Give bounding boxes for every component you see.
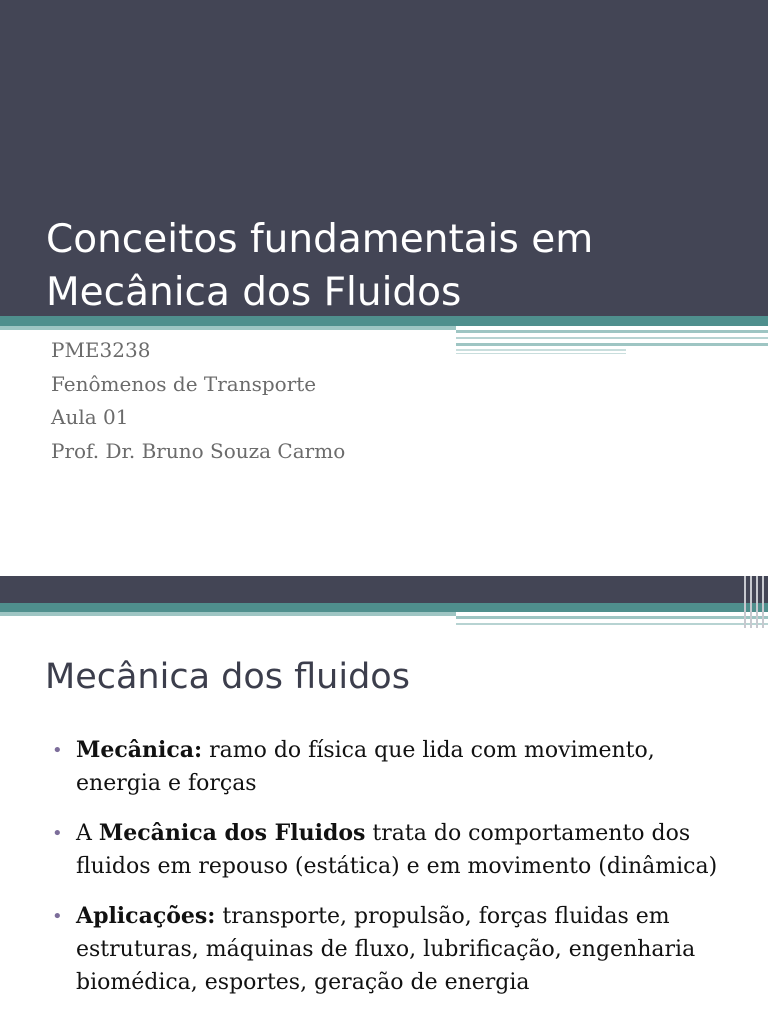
course-code: PME3238 bbox=[51, 338, 151, 362]
decorative-stripe bbox=[456, 353, 626, 354]
list-item bbox=[52, 734, 732, 800]
decorative-stripe bbox=[0, 326, 456, 330]
content-slide bbox=[0, 576, 768, 1024]
decorative-stripe bbox=[762, 576, 764, 628]
lecture-number: Aula 01 bbox=[51, 405, 129, 429]
slide-heading: Mecânica dos fluidos bbox=[45, 657, 410, 697]
list-item bbox=[52, 817, 732, 883]
professor-name: Prof. Dr. Bruno Souza Carmo bbox=[51, 438, 346, 463]
bullet-icon: • bbox=[52, 823, 63, 844]
bullet-text: Mecânica: ramo do física que lida com movimento, energia e forças bbox=[76, 737, 655, 796]
bullet-icon: • bbox=[52, 740, 63, 761]
list-item bbox=[52, 900, 732, 999]
decorative-stripe bbox=[0, 316, 768, 326]
slide-title-line-2: Mecânica dos Fluidos bbox=[46, 270, 462, 315]
decorative-stripe bbox=[0, 612, 456, 616]
decorative-stripe bbox=[756, 576, 758, 628]
decorative-stripe bbox=[456, 330, 768, 333]
bullet-icon: • bbox=[52, 906, 63, 927]
header-band bbox=[0, 576, 768, 603]
decorative-stripe bbox=[456, 343, 768, 346]
bullet-list bbox=[52, 734, 732, 1016]
bullet-text: Aplicações: transporte, propulsão, forças fluidas em estruturas, máquinas de fluxo, lubrificação, engenharia biomédica, esportes, geração de energia bbox=[76, 903, 696, 995]
decorative-stripe bbox=[456, 623, 768, 625]
slide-title-line-1: Conceitos fundamentais em bbox=[46, 217, 594, 262]
decorative-stripe bbox=[456, 349, 626, 351]
decorative-stripe bbox=[750, 576, 752, 628]
decorative-stripe bbox=[456, 616, 768, 619]
subtitle-block bbox=[51, 334, 345, 468]
decorative-stripe bbox=[456, 337, 768, 339]
slide-title bbox=[46, 213, 593, 319]
course-name: Fenômenos de Transporte bbox=[51, 371, 317, 396]
decorative-stripe bbox=[0, 603, 768, 612]
bullet-text: A Mecânica dos Fluidos trata do comportamento dos fluidos em repouso (estática) e em movimento (dinâmica) bbox=[76, 820, 718, 879]
decorative-stripe bbox=[744, 576, 746, 628]
